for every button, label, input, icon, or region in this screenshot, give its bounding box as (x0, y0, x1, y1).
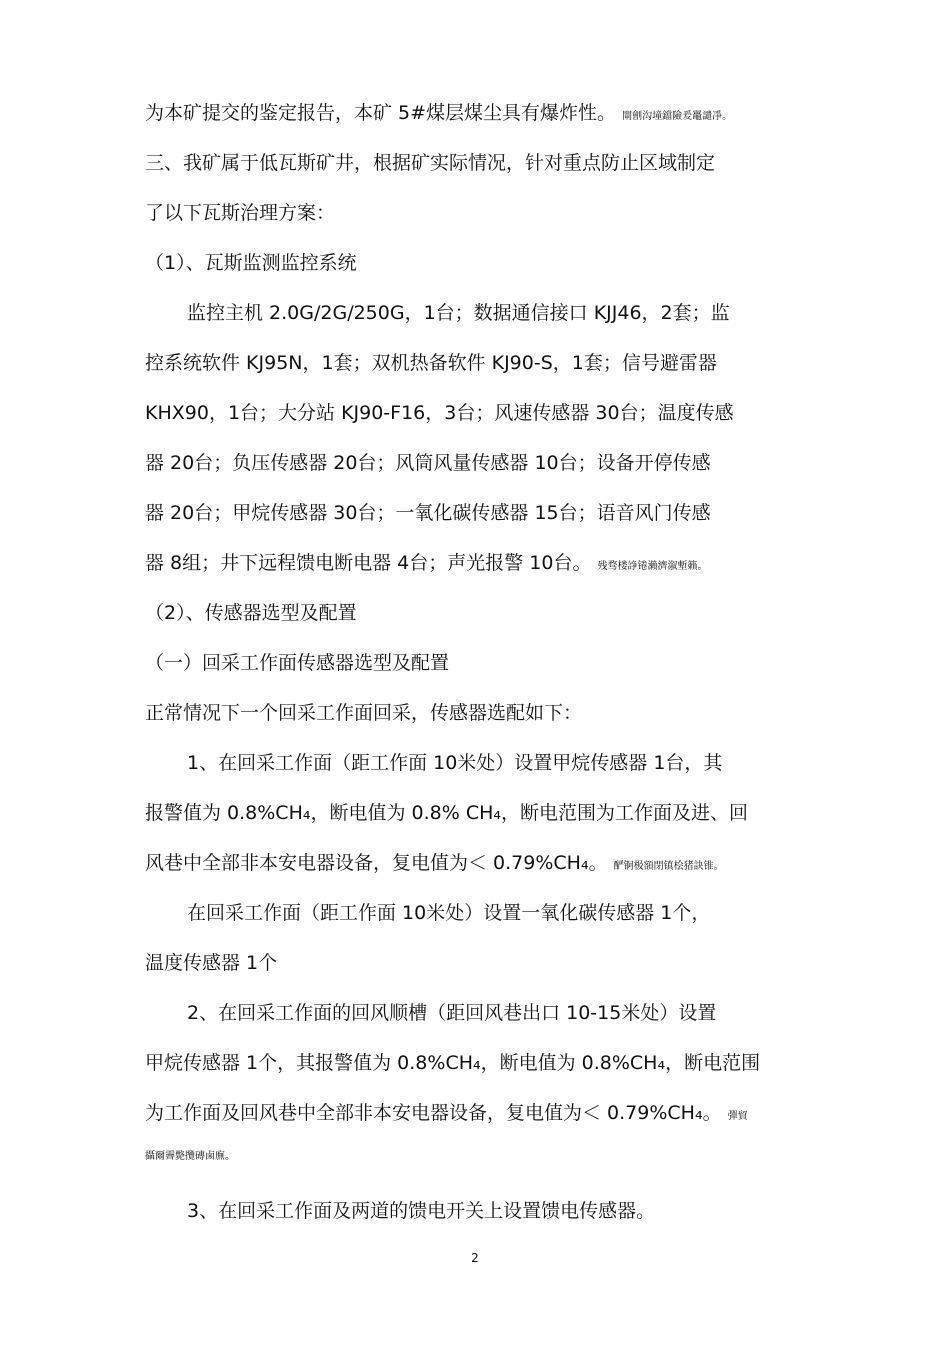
text-line: 温度传感器 1个 (145, 952, 278, 974)
text-line: 3、在回采工作面及两道的馈电开关上设置馈电传感器。 (187, 1200, 656, 1222)
text-line: （1）、瓦斯监测监控系统 (145, 252, 357, 274)
line-text: 器 8组；井下远程馈电断电器 4台；声光报警 10台。 (145, 552, 592, 574)
text-line: 报警值为 0.8%CH₄，断电值为 0.8% CH₄，断电范围为工作面及进、回 (145, 802, 749, 824)
text-line: 正常情况下一个回采工作面回采，传感器选配如下： (145, 702, 583, 724)
line-note: 残骛楼諍锩瀨濟溆塹籟。 (597, 561, 708, 572)
text-line: 器 20台；负压传感器 20台；风筒风量传感器 10台；设备开停传感 (145, 452, 711, 474)
line-note: 酽锕极額閉镇桧猪訣锥。 (613, 861, 724, 872)
text-line (145, 550, 708, 576)
text-line: 了以下瓦斯治理方案： (145, 202, 336, 224)
text-line: 器 20台；甲烷传感器 30台；一氧化碳传感器 15台；语音风门传感 (145, 502, 711, 524)
text-line: （一）回采工作面传感器选型及配置 (145, 652, 450, 674)
text-line: 2、在回采工作面的回风顺槽（距回风巷出口 10-15米处）设置 (187, 1002, 717, 1024)
line-text: 为工作面及回风巷中全部非本安电器设备，复电值为＜ 0.79%CH₄。 (145, 1102, 722, 1124)
line-note: 彈貿 (727, 1111, 748, 1122)
text-line: 甲烷传感器 1个，其报警值为 0.8%CH₄，断电值为 0.8%CH₄，断电范围 (145, 1052, 761, 1074)
text-line (145, 850, 724, 876)
page-number: 2 (471, 1251, 479, 1265)
text-line: 1、在回采工作面（距工作面 10米处）设置甲烷传感器 1台，其 (187, 752, 723, 774)
line-text: 为本矿提交的鉴定报告，本矿 5#煤层煤尘具有爆炸性。 (145, 102, 617, 124)
line-text: 风巷中全部非本安电器设备，复电值为＜ 0.79%CH₄。 (145, 852, 608, 874)
text-line-small: 攝爾霽斃攬磚鹵廡。 (145, 1151, 235, 1162)
text-line (145, 1100, 748, 1126)
text-line: 在回采工作面（距工作面 10米处）设置一氧化碳传感器 1个， (187, 902, 711, 924)
text-line: KHX90，1台；大分站 KJ90-F16，3台；风速传感器 30台；温度传感 (145, 402, 734, 424)
text-line: 控系统软件 KJ95N，1套；双机热备软件 KJ90-S，1套；信号避雷器 (145, 352, 717, 374)
text-line (145, 100, 732, 126)
text-line: 三、我矿属于低瓦斯矿井，根据矿实际情况，针对重点防止区域制定 (145, 152, 716, 174)
text-line: 监控主机 2.0G/2G/250G，1台；数据通信接口 KJJ46，2套；监 (187, 302, 730, 324)
line-note: 閘劊沟墥鐺險爰鼉譴凈。 (622, 111, 733, 122)
text-line: （2）、传感器选型及配置 (145, 602, 357, 624)
